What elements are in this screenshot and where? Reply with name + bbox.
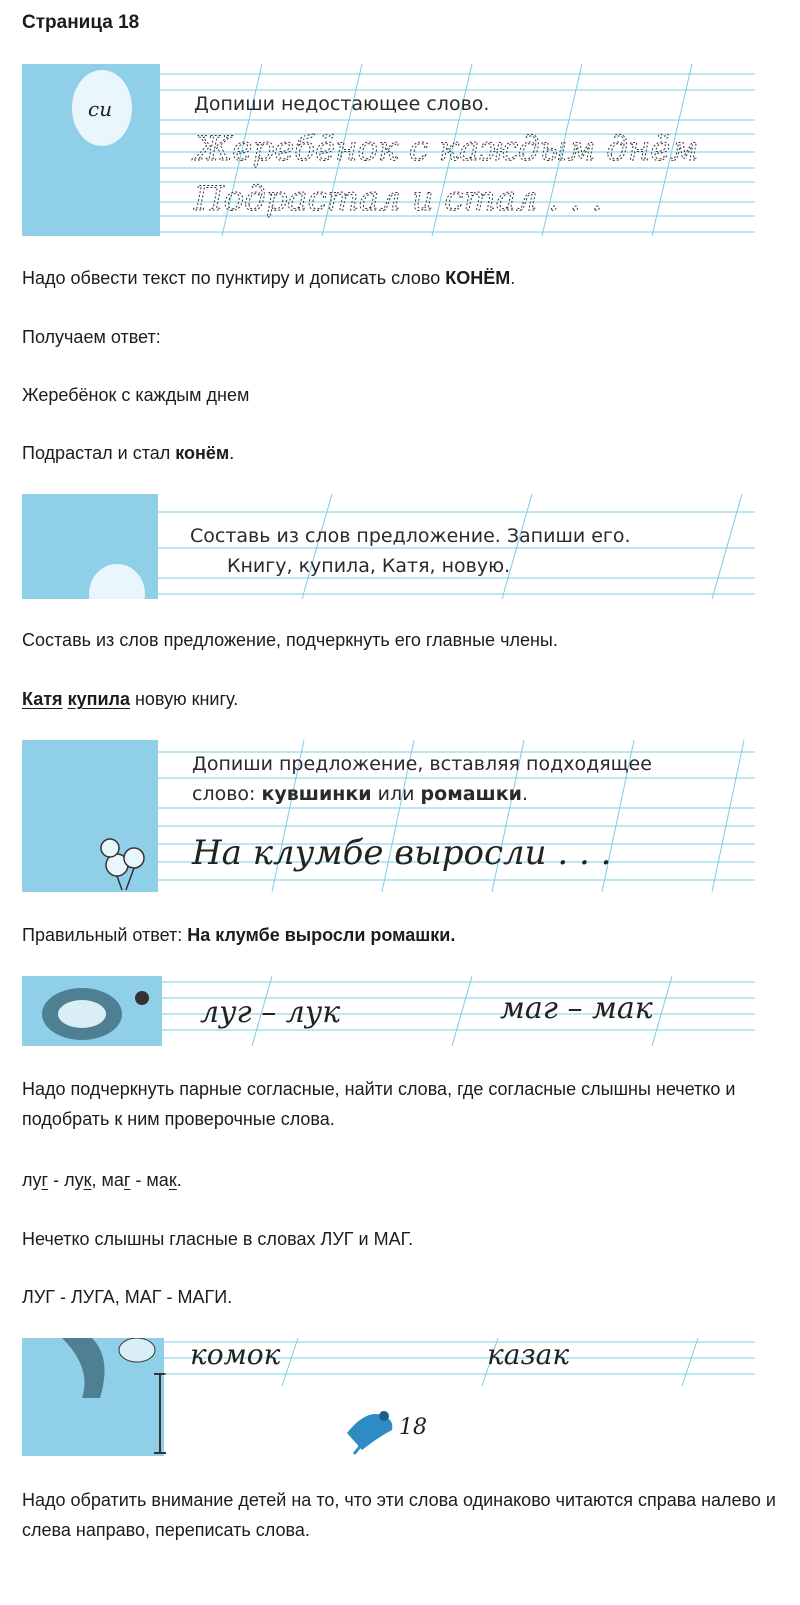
paragraph-8: Надо подчеркнуть парные согласные, найти слова, где согласные слышны нечетко и подобрать к ним проверочные слова.: [22, 1079, 736, 1129]
task2-instruction: Составь из слов предложение. Запиши его.: [190, 525, 631, 547]
task4-pair2: маг – мак: [500, 991, 653, 1026]
paragraph-10: Нечетко слышны гласные в словах ЛУГ и МАГ.: [22, 1229, 414, 1249]
task1-line1: Жеребёнок с каждым днём: [194, 129, 699, 169]
page-number: 18: [399, 1415, 427, 1440]
task5-word2: казак: [487, 1338, 570, 1371]
exercise-image-2: [22, 494, 755, 599]
paragraph-7: Правильный ответ: На клумбе выросли ромашки.: [22, 925, 456, 945]
task5-word1: комок: [190, 1338, 281, 1371]
exercise-image-5: [22, 1338, 755, 1456]
paragraph-12: Надо обратить внимание детей на то, что эти слова одинаково читаются справа налево и слева направо, переписать слова.: [22, 1490, 776, 1540]
paragraph-9: луг - лук, маг - мак.: [22, 1170, 182, 1190]
task3-instruction-line2: слово: кувшинки или ромашки.: [192, 783, 528, 805]
exercise-5-drawing: [22, 1338, 755, 1456]
task2-words: Книгу, купила, Катя, новую.: [227, 555, 511, 577]
exercise-4-drawing: [22, 976, 755, 1046]
exercise-1-drawing: [22, 64, 755, 236]
task3-cursive: На клумбе выросли . . .: [192, 833, 612, 873]
paragraph-3: Жеребёнок с каждым днем: [22, 385, 250, 405]
exercise-3-drawing: [22, 740, 755, 892]
exercise-image-4: [22, 976, 755, 1046]
exercise-image-1: [22, 64, 755, 236]
paragraph-6: Катя купила новую книгу.: [22, 689, 239, 709]
bird-mascot-icon: [347, 1411, 392, 1454]
task1-line2: Подрастал и стал . . .: [194, 179, 603, 219]
task1-instruction: Допиши недостающее слово.: [194, 93, 490, 115]
task4-pair1: луг – лук: [200, 995, 341, 1030]
page-title: Страница 18: [22, 12, 140, 33]
task3-instruction-line1: Допиши предложение, вставляя подходящее: [192, 753, 652, 775]
paragraph-5: Составь из слов предложение, подчеркнуть его главные члены.: [22, 630, 558, 650]
paragraph-1: Надо обвести текст по пунктиру и дописать слово КОНЁМ.: [22, 268, 516, 288]
paragraph-4: Подрастал и стал конём.: [22, 443, 235, 463]
paragraph-11: ЛУГ - ЛУГА, МАГ - МАГИ.: [22, 1287, 233, 1307]
exercise-2-drawing: [22, 494, 755, 599]
exercise-image-3: [22, 740, 755, 892]
paragraph-2: Получаем ответ:: [22, 327, 161, 347]
syllable-text: си: [88, 97, 113, 121]
sidebar-strip: [22, 740, 158, 892]
